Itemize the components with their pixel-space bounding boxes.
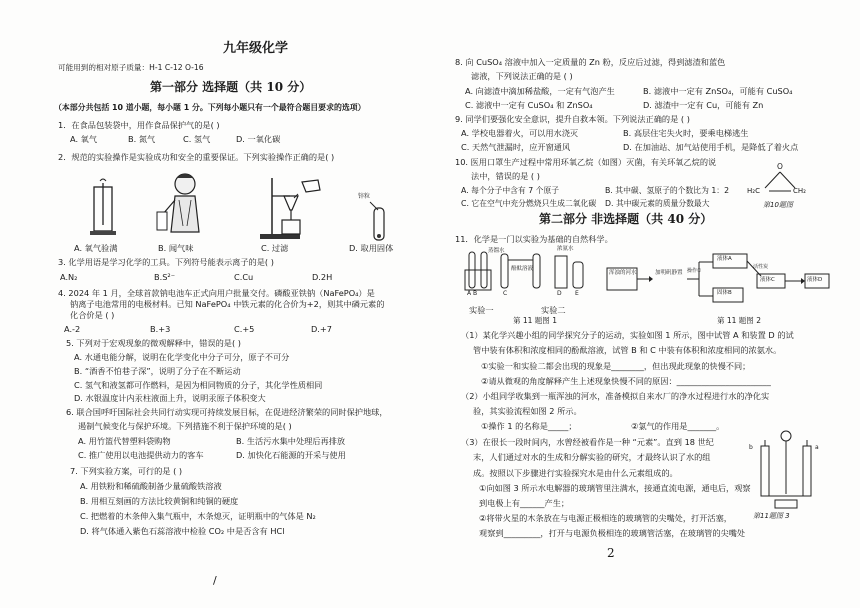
q11-p3-b2: 观察到_________，打开与电源负极相连的玻璃管活塞，在玻璃管的尖嘴处 — [479, 528, 746, 538]
fig2-liquid-d-label: 液体D — [807, 277, 823, 283]
q3-option-c: C.Cu — [234, 272, 254, 282]
q10-line2: 法中，错误的是 ( ) — [471, 171, 540, 181]
q3-option-b: B.S²⁻ — [154, 272, 176, 282]
q7-option-a: A. 用铁粉和稀硫酸制备少量硫酸铁溶液 — [80, 481, 222, 491]
fig1-d-label: D — [557, 290, 562, 297]
fig2-charcoal-label: 活性炭 — [753, 264, 769, 270]
q6-line2: 遏制气候变化与保护环境。下列措施不利于保护环境的是( ) — [78, 421, 292, 431]
q9-option-b: B. 高层住宅失火时，要乘电梯逃生 — [623, 128, 749, 138]
q8-option-d: D. 滤渣中一定有 Cu，可能有 Zn — [643, 100, 764, 110]
q7-option-d: D. 将气体通入紫色石蕊溶液中检验 CO₂ 中是否含有 HCl — [80, 526, 285, 536]
q3-stem: 3. 化学用语是学习化学的工具。下列符号能表示离子的是( ) — [58, 257, 274, 267]
q7-option-b: B. 用相互刻画的方法比较黄铜和纯铜的硬度 — [80, 496, 239, 506]
q4-line3: 化合价是 ( ) — [70, 310, 115, 320]
q11-p2-b: ②氯气的作用是_______。 — [631, 421, 725, 431]
q5-option-d: D. 水银温度计内汞柱液面上升，说明汞原子体积变大 — [74, 393, 266, 403]
q6-option-d: D. 加快化石能源的开采与使用 — [236, 450, 346, 460]
q11-p3-a2: 到电极上有______产生； — [479, 498, 570, 508]
q11-p3-a1: ①向如图 3 所示水电解器的玻璃管里注满水，接通直流电源，通电后，观察 — [479, 483, 751, 493]
q11-stem: 11．化学是一门以实验为基础的自然科学。 — [455, 234, 613, 244]
fig1-phenol-label: 酚酞溶液 — [511, 266, 534, 272]
fig2-river-label: 浑浊的河水 — [609, 270, 637, 276]
q11-figure-2 — [605, 250, 830, 310]
q2-image-a-oxygen-test — [80, 181, 130, 239]
q11-p2-line1: （2）小组同学收集到一瓶浑浊的河水，准备模拟自来水厂的净水过程进行水的净化实 — [461, 391, 770, 401]
q6-option-c: C. 推广使用以电池提供动力的客车 — [78, 450, 204, 460]
q10-option-a: A. 每个分子中含有 7 个原子 — [461, 186, 560, 195]
q11-figure-1 — [461, 246, 601, 308]
q1-option-d: D. 一氧化碳 — [236, 134, 281, 144]
q11-p2-a: ①操作 1 的名称是_____； — [481, 421, 577, 431]
q8-line1: 8. 向 CuSO₄ 溶液中加入一定质量的 Zn 粉，反应后过滤，得到滤渣和蓝色 — [455, 57, 726, 67]
mol-h2c-label: H₂C — [747, 187, 760, 195]
fig1-exp1-label: 实验一 — [469, 305, 494, 315]
left-column — [54, 0, 443, 608]
q8-line2: 滤液，下列说法正确的是 ( ) — [471, 71, 573, 81]
exam-title: 九年级化学 — [223, 41, 289, 56]
fig2-op1-label: 操作① — [687, 268, 702, 274]
fig1-exp2-label: 实验二 — [541, 305, 566, 315]
part2-heading: 第二部分 非选择题（共 40 分） — [539, 212, 713, 226]
q9-option-d: D. 在加油站、加气站使用手机，是降低了着火点 — [623, 142, 799, 152]
q2-option-b: B. 闻气味 — [158, 243, 194, 253]
mol-caption: 第10题图 — [763, 201, 793, 209]
q5-stem: 5. 下列对于宏观现象的微观解释中，错误的是( ) — [66, 338, 241, 348]
fig1-caption: 第 11 题图 1 — [513, 316, 557, 325]
q5-option-b: B. “酒香不怕巷子深”，说明了分子在不断运动 — [74, 366, 241, 376]
q5-option-c: C. 氢气和液氢都可作燃料，是因为相同物质的分子，其化学性质相同 — [74, 380, 323, 390]
q3-option-a: A.N₂ — [60, 272, 78, 282]
q4-line1: 4. 2024 年 1 月，全球首款钠电池车正式向用户批量交付。磷酸亚铁钠（NaFePO₄）是 — [58, 288, 375, 298]
fig1-c-label: C — [503, 290, 508, 297]
q6-option-b: B. 生活污水集中处理后再排放 — [236, 436, 346, 446]
q7-stem: 7. 下列实验方案，可行的是 ( ) — [70, 466, 183, 476]
q1-option-a: A. 氧气 — [70, 134, 98, 144]
q10-option-d: D. 其中碳元素的质量分数最大 — [605, 199, 710, 208]
fig1-e-label: E — [575, 290, 579, 297]
q2-image-d-take-solid — [358, 192, 398, 242]
q8-option-b: B. 滤液中一定有 ZnSO₄，可能有 CuSO₄ — [643, 86, 793, 96]
svg-text:锌粒: 锌粒 — [358, 193, 371, 200]
q6-option-a: A. 用竹篮代替塑料袋购物 — [78, 436, 171, 446]
q2-option-c: C. 过滤 — [261, 243, 289, 253]
fig1-water-label: 蒸馏水 — [488, 248, 505, 254]
fig3-b-label: b — [749, 444, 753, 451]
q11-p1-line1: （1）某化学兴趣小组的同学探究分子的运动，实验如图 1 所示，图中试管 A 和装置 D 的试 — [461, 330, 794, 340]
fig3-a-label: a — [815, 444, 819, 451]
q1-option-b: B. 氮气 — [128, 134, 156, 144]
atomic-masses: 可能用到的相对原子质量：H-1 C-12 O-16 — [58, 63, 204, 72]
part1-instructions: （本部分共包括 10 道小题，每小题 1 分。下列每小题只有一个最符合题目要求的选项） — [54, 103, 366, 112]
q11-p1-line2: 管中装有体积和浓度相同的酚酞溶液，试管 B 和 C 中装有体积和浓度相同的浓氨水。 — [473, 345, 782, 355]
q10-option-c: C. 它在空气中充分燃烧只生成二氧化碳 — [461, 199, 597, 208]
q10-molecule-figure — [745, 158, 815, 214]
q2-image-c-filtration — [258, 176, 328, 240]
q2-image-b-smell-gas — [153, 170, 213, 240]
page-number: 2 — [607, 546, 615, 560]
fig1-ab-label: A B — [467, 290, 478, 297]
q5-option-a: A. 水通电能分解，说明在化学变化中分子可分，原子不可分 — [74, 352, 290, 362]
q4-option-d: D.+7 — [311, 324, 332, 334]
fig1-ammonia-label: 浓氨水 — [557, 246, 574, 252]
q10-line1: 10. 医用口罩生产过程中常用环氧乙烷（如图）灭菌，有关环氧乙烷的说 — [455, 157, 717, 167]
fig3-caption: 第11题图 3 — [753, 512, 790, 520]
fig2-liquid-a-label: 液体A — [717, 256, 732, 262]
q4-line2: 钠离子电池常用的电极材料。已知 NaFePO₄ 中铁元素的化合价为+2，则其中磷元素的 — [70, 299, 385, 309]
q1-stem: 1．在食品包装袋中，用作食品保护气的是( ) — [58, 120, 220, 130]
q11-figure-3 — [747, 430, 825, 525]
q11-p3-b1: ②将带火星的木条放在与电源正极相连的玻璃管的尖嘴处，打开活塞， — [479, 513, 732, 523]
q11-p3-line3: 成。按照以下步骤进行实验探究水是由什么元素组成的。 — [473, 468, 678, 478]
q4-option-c: C.+5 — [234, 324, 255, 334]
q11-p1-b: ②请从微观的角度解释产生上述现象快慢不同的原因：_______________________ — [481, 376, 771, 386]
q9-option-c: C. 天然气泄漏时，应开窗通风 — [461, 142, 571, 152]
q11-p2-line2: 验，其实验流程如图 2 所示。 — [473, 406, 582, 416]
q2-option-a: A. 氧气验满 — [74, 243, 118, 253]
q9-option-a: A. 学校电器着火，可以用水浇灭 — [461, 128, 579, 138]
q11-p3-line2: 末，人们通过对水的生成和分解实验的研究，才最终认识了水的组 — [473, 452, 711, 462]
q7-option-c: C. 把燃着的木条伸入集气瓶中，木条熄灭，证明瓶中的气体是 N₂ — [80, 511, 316, 521]
q6-line1: 6. 联合国呼吁国际社会共同行动实现可持续发展目标，在促进经济繁荣的同时保护地球， — [66, 407, 388, 417]
part1-heading: 第一部分 选择题（共 10 分） — [150, 80, 312, 94]
fig2-caption: 第 11 题图 2 — [717, 316, 761, 325]
q8-option-a: A. 向滤渣中滴加稀盐酸，一定有气泡产生 — [465, 86, 615, 96]
q9-stem: 9. 同学们要强化安全意识，提升自救本领。下列说法正确的是 ( ) — [455, 114, 690, 124]
q11-p3-line1: （3）在很长一段时间内，水曾经被看作是一种 “元素”。直到 18 世纪 — [461, 437, 714, 447]
fig2-solid-b-label: 固体B — [717, 290, 732, 296]
fig2-liquid-c-label: 液体C — [760, 277, 775, 283]
q8-option-c: C. 滤液中一定有 CuSO₄ 和 ZnSO₄ — [465, 100, 593, 110]
fig2-alum-label: 加明矾静置 — [655, 270, 683, 276]
q4-option-a: A.-2 — [64, 324, 81, 334]
q3-option-d: D.2H — [312, 272, 333, 282]
q2-stem: 2．规范的实验操作是实验成功和安全的重要保证。下列实验操作正确的是( ) — [58, 152, 335, 162]
q2-option-d: D. 取用固体 — [349, 243, 394, 253]
mol-o-label: O — [777, 162, 783, 171]
q10-option-b: B. 其中碳、氢原子的个数比为 1：2 — [605, 186, 730, 195]
q11-p1-a: ①实验一和实验二都会出现的现象是________，但出现此现象的快慢不同； — [481, 361, 751, 371]
mol-ch2-label: CH₂ — [793, 187, 806, 195]
left-footer-mark: / — [213, 574, 217, 587]
right-column — [455, 0, 835, 608]
q1-option-c: C. 氢气 — [183, 134, 211, 144]
q4-option-b: B.+3 — [150, 324, 171, 334]
